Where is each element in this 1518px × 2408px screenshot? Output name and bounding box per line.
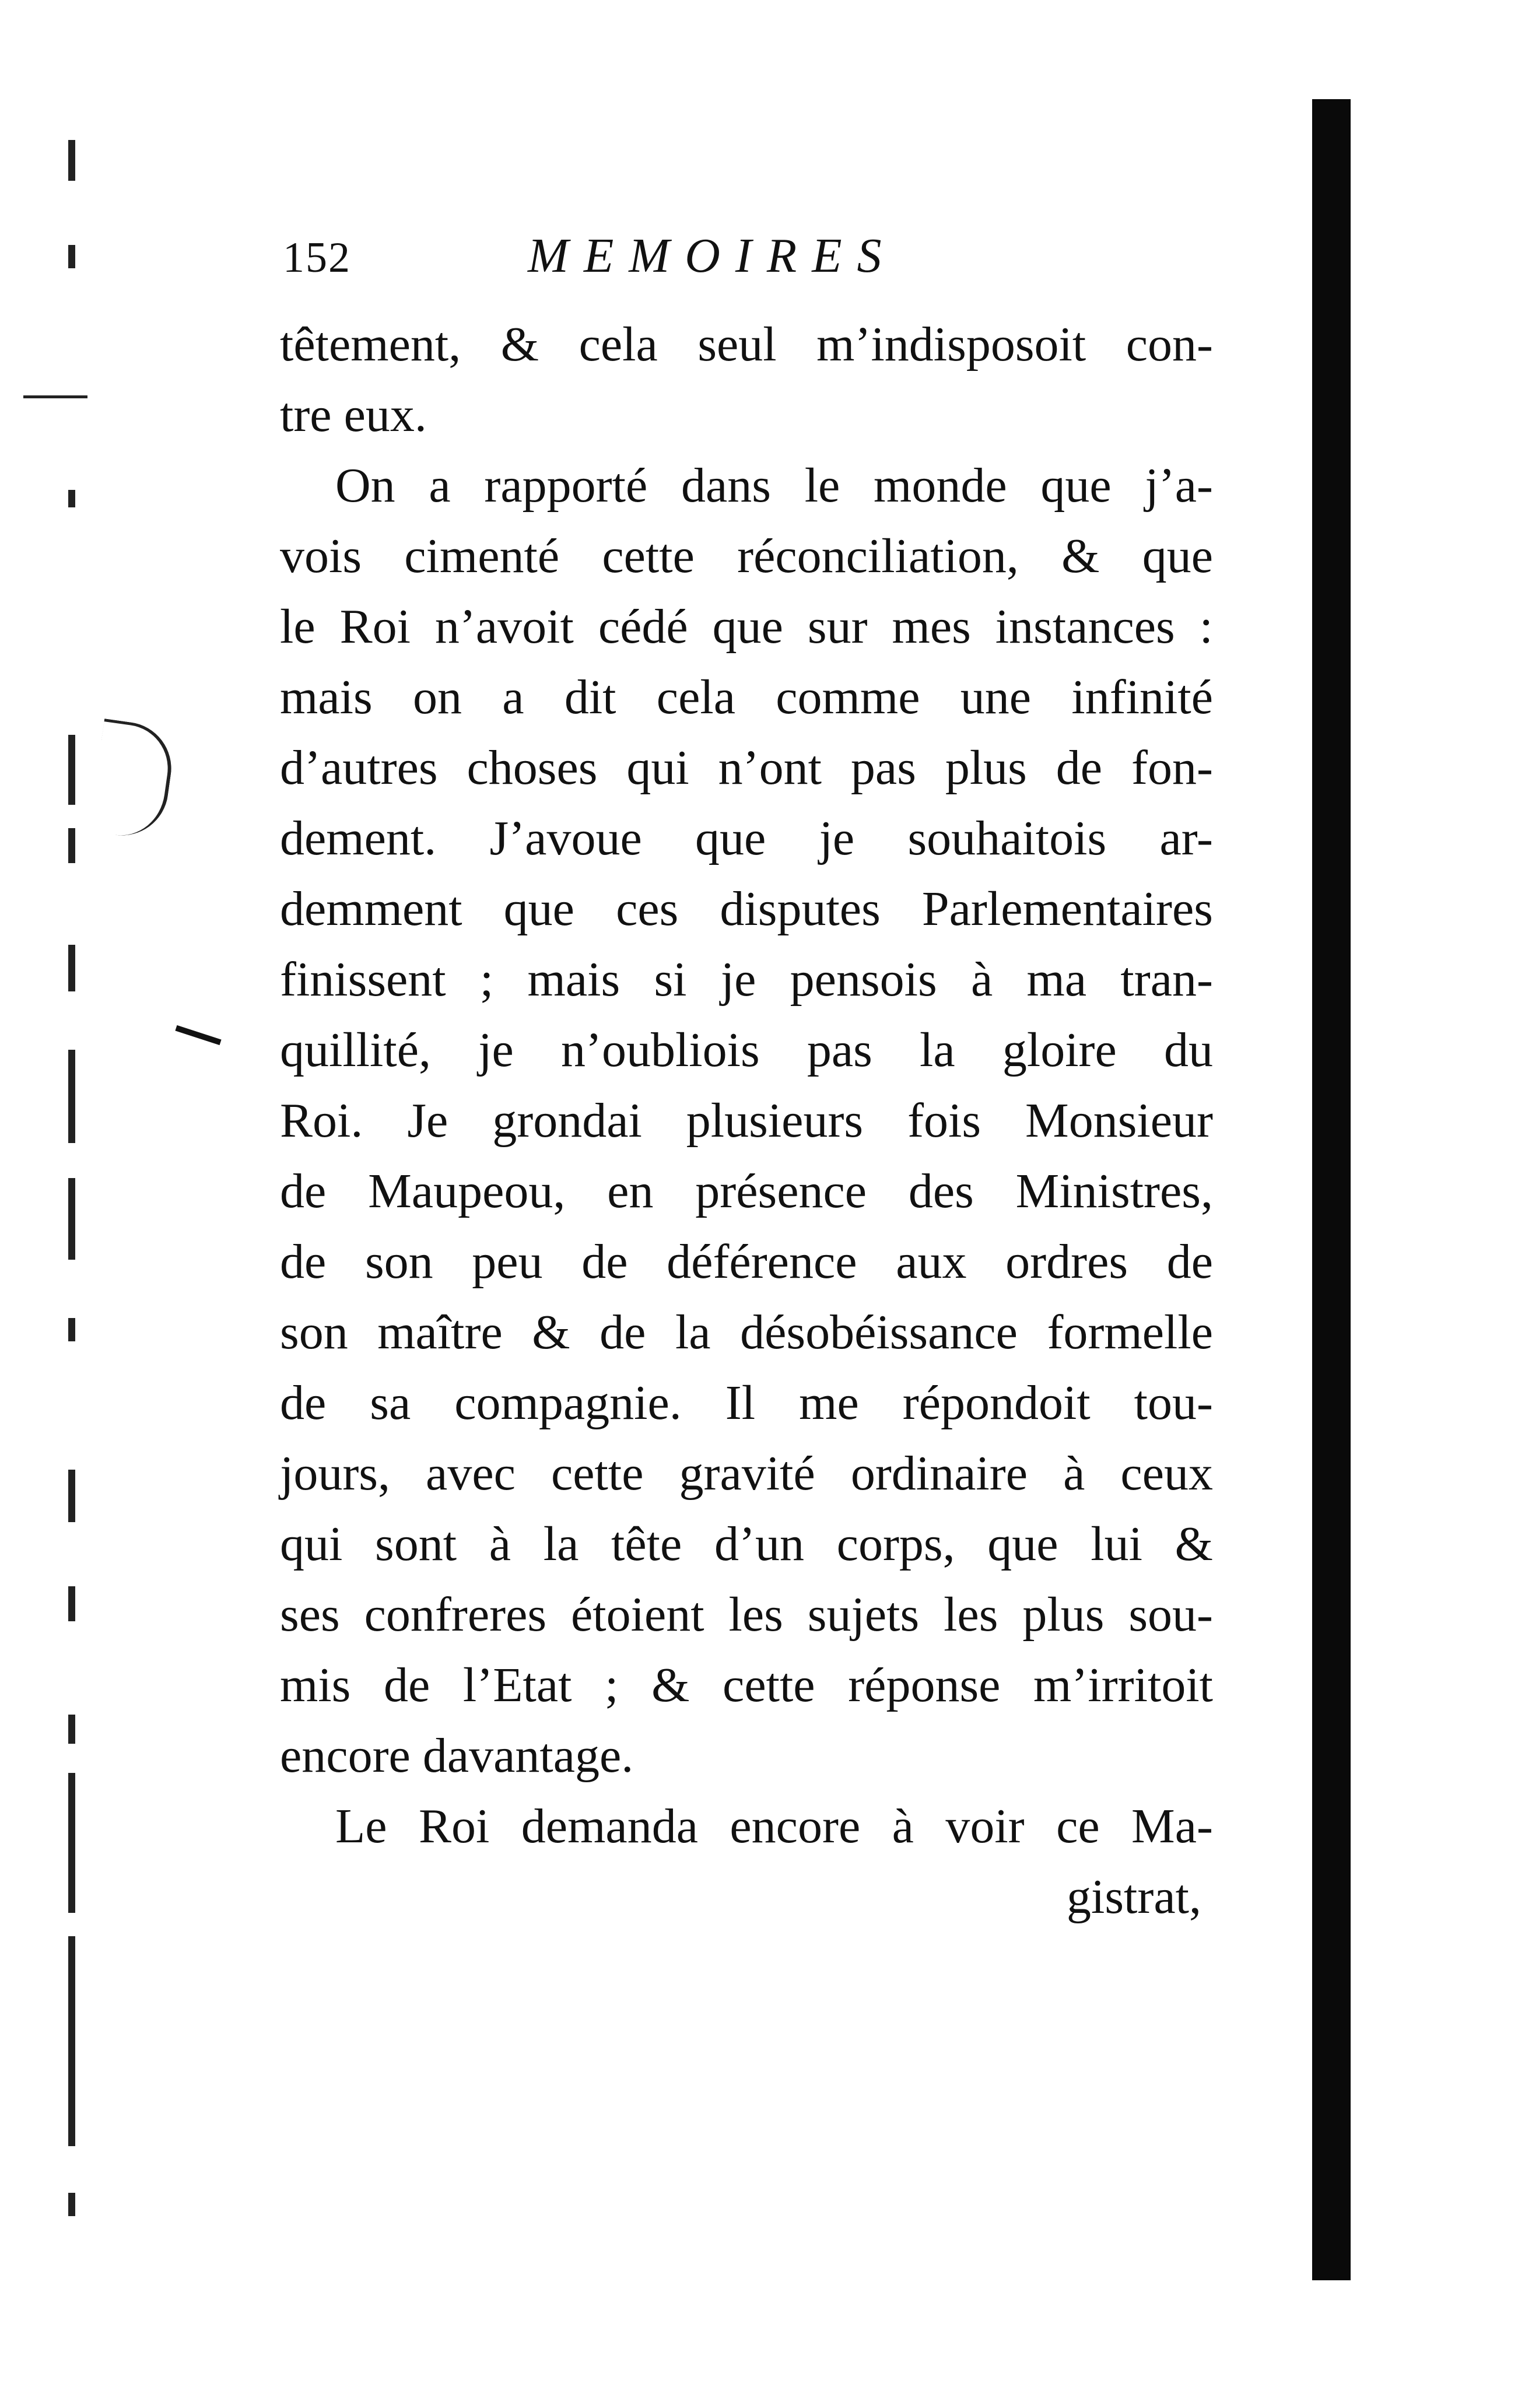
text-line: tre eux.: [280, 388, 427, 442]
binding-shadow: [1312, 99, 1351, 2280]
text-line: d’autres choses qui n’ont pas plus de fon-: [280, 741, 1213, 795]
body-text: [280, 309, 1213, 1932]
text-line: vois cimenté cette réconciliation, & que: [280, 529, 1213, 583]
text-line: mais on a dit cela comme une infinité: [280, 670, 1213, 724]
text-line: jours, avec cette gravité ordinaire à ceux: [280, 1446, 1213, 1501]
text-line: On a rapporté dans le monde que j’a-: [335, 458, 1213, 513]
text-line: de son peu de déférence aux ordres de: [280, 1235, 1213, 1289]
margin-stroke-mark: [175, 1025, 221, 1045]
page-header: [283, 227, 1286, 297]
text-line: Roi. Je grondai plusieurs fois Monsieur: [280, 1093, 1213, 1148]
text-line: le Roi n’avoit cédé que sur mes instances :: [280, 600, 1213, 654]
gutter-scan-marks: [61, 140, 85, 2251]
page-number: 152: [283, 234, 351, 282]
margin-bracket-mark: [89, 718, 177, 842]
text-line: de Maupeou, en présence des Ministres,: [280, 1164, 1213, 1218]
text-line: quillité, je n’oubliois pas la gloire du: [280, 1023, 1213, 1077]
text-line: Le Roi demanda encore à voir ce Ma-: [335, 1799, 1213, 1853]
text-line: qui sont à la tête d’un corps, que lui &: [280, 1517, 1213, 1571]
text-line: encore davantage.: [280, 1729, 634, 1783]
text-line: têtement, & cela seul m’indisposoit con-: [280, 317, 1213, 371]
running-head: MEMOIRES: [528, 229, 897, 283]
text-line: de sa compagnie. Il me répondoit tou-: [280, 1376, 1213, 1430]
catchword: gistrat,: [1067, 1870, 1201, 1924]
text-line: finissent ; mais si je pensois à ma tran-: [280, 952, 1213, 1007]
text-line: demment que ces disputes Parlementaires: [280, 882, 1213, 936]
margin-tick: [23, 395, 87, 398]
text-line: son maître & de la désobéissance formelle: [280, 1305, 1213, 1359]
text-line: ses confreres étoient les sujets les plus sou-: [280, 1587, 1213, 1642]
text-line: mis de l’Etat ; & cette réponse m’irritoit: [280, 1658, 1213, 1712]
text-line: dement. J’avoue que je souhaitois ar-: [280, 811, 1213, 865]
